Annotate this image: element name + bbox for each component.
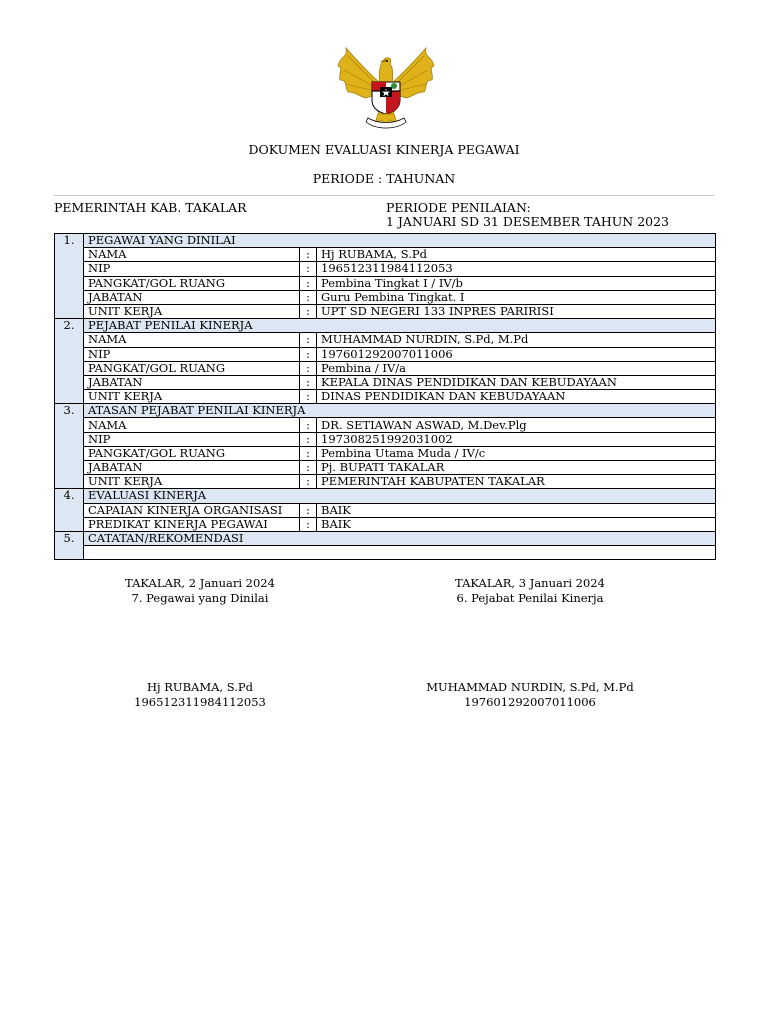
field-separator: : [300,418,317,432]
section-title: PEGAWAI YANG DINILAI [84,234,716,248]
field-label: UNIT KERJA [84,304,300,318]
field-separator: : [300,347,317,361]
table-row [55,262,716,276]
empty-notes-row [55,546,716,560]
section-number: 1. [55,234,84,319]
section-header [55,531,716,545]
field-label: NIP [84,432,300,446]
section-number: 5. [55,531,84,559]
field-label: JABATAN [84,290,300,304]
place-date: TAKALAR, 3 Januari 2024 [455,576,605,590]
field-label: JABATAN [84,461,300,475]
section-header [55,489,716,503]
header-divider [54,195,714,196]
document-title: DOKUMEN EVALUASI KINERJA PEGAWAI [248,142,520,157]
notes-cell [84,546,716,560]
instansi-name: PEMERINTAH KAB. TAKALAR [54,200,247,215]
field-value: Pembina Utama Muda / IV/c [317,446,716,460]
section-header [55,319,716,333]
field-value: DINAS PENDIDIKAN DAN KEBUDAYAAN [317,390,716,404]
field-value: 197601292007011006 [317,347,716,361]
table-row [55,276,716,290]
section-number: 2. [55,319,84,404]
section-title: ATASAN PEJABAT PENILAI KINERJA [84,404,716,418]
field-value: 196512311984112053 [317,262,716,276]
field-label: NIP [84,347,300,361]
signer-name: MUHAMMAD NURDIN, S.Pd, M.Pd [426,680,634,694]
field-value: Pembina / IV/a [317,361,716,375]
field-label: PANGKAT/GOL RUANG [84,361,300,375]
table-row [55,390,716,404]
table-row [55,446,716,460]
field-value: BAIK [317,503,716,517]
signer-name: Hj RUBAMA, S.Pd [147,680,253,694]
field-label: UNIT KERJA [84,475,300,489]
signature-block-pegawai [80,576,320,606]
field-label: PREDIKAT KINERJA PEGAWAI [84,517,300,531]
field-separator: : [300,361,317,375]
field-separator: : [300,304,317,318]
garuda-pancasila-emblem-icon [334,44,438,132]
section-header [55,234,716,248]
table-row [55,418,716,432]
field-separator: : [300,517,317,531]
signer-pejabat [410,680,650,710]
table-row [55,248,716,262]
section-header [55,404,716,418]
signer-role: 6. Pejabat Penilai Kinerja [456,591,604,605]
field-value: PEMERINTAH KABUPATEN TAKALAR [317,475,716,489]
table-row [55,361,716,375]
field-label: PANGKAT/GOL RUANG [84,276,300,290]
signer-role: 7. Pegawai yang Dinilai [131,591,269,605]
field-value: MUHAMMAD NURDIN, S.Pd, M.Pd [317,333,716,347]
field-label: NAMA [84,418,300,432]
section-number: 4. [55,489,84,532]
field-label: PANGKAT/GOL RUANG [84,446,300,460]
signer-nip: 196512311984112053 [134,695,266,709]
table-row [55,375,716,389]
field-label: UNIT KERJA [84,390,300,404]
signature-block-pejabat [410,576,650,606]
field-value: KEPALA DINAS PENDIDIKAN DAN KEBUDAYAAN [317,375,716,389]
field-value: Guru Pembina Tingkat. I [317,290,716,304]
field-separator: : [300,461,317,475]
field-separator: : [300,446,317,460]
periode-type: PERIODE : TAHUNAN [312,171,456,186]
field-separator: : [300,276,317,290]
field-label: CAPAIAN KINERJA ORGANISASI [84,503,300,517]
field-value: Pembina Tingkat I / IV/b [317,276,716,290]
table-row [55,475,716,489]
table-row [55,503,716,517]
place-date: TAKALAR, 2 Januari 2024 [125,576,275,590]
field-separator: : [300,262,317,276]
periode-penilaian-value: 1 JANUARI SD 31 DESEMBER TAHUN 2023 [386,214,670,229]
field-separator: : [300,475,317,489]
field-value: Pj. BUPATI TAKALAR [317,461,716,475]
table-row [55,432,716,446]
field-separator: : [300,333,317,347]
field-label: JABATAN [84,375,300,389]
field-label: NAMA [84,248,300,262]
periode-penilaian-label: PERIODE PENILAIAN: [386,200,531,215]
field-separator: : [300,432,317,446]
section-title: EVALUASI KINERJA [84,489,716,503]
signer-pegawai [80,680,320,710]
field-value: Hj RUBAMA, S.Pd [317,248,716,262]
field-label: NIP [84,262,300,276]
table-row [55,347,716,361]
field-value: DR. SETIAWAN ASWAD, M.Dev.Plg [317,418,716,432]
table-row [55,290,716,304]
field-value: BAIK [317,517,716,531]
table-row [55,517,716,531]
section-title: PEJABAT PENILAI KINERJA [84,319,716,333]
signer-nip: 197601292007011006 [464,695,596,709]
field-separator: : [300,503,317,517]
field-separator: : [300,375,317,389]
field-separator: : [300,390,317,404]
field-separator: : [300,248,317,262]
evaluation-table [54,233,716,560]
table-row [55,461,716,475]
section-number: 3. [55,404,84,489]
field-label: NAMA [84,333,300,347]
field-value: UPT SD NEGERI 133 INPRES PARIRISI [317,304,716,318]
field-value: 197308251992031002 [317,432,716,446]
section-title: CATATAN/REKOMENDASI [84,531,716,545]
table-row [55,333,716,347]
field-separator: : [300,290,317,304]
table-row [55,304,716,318]
